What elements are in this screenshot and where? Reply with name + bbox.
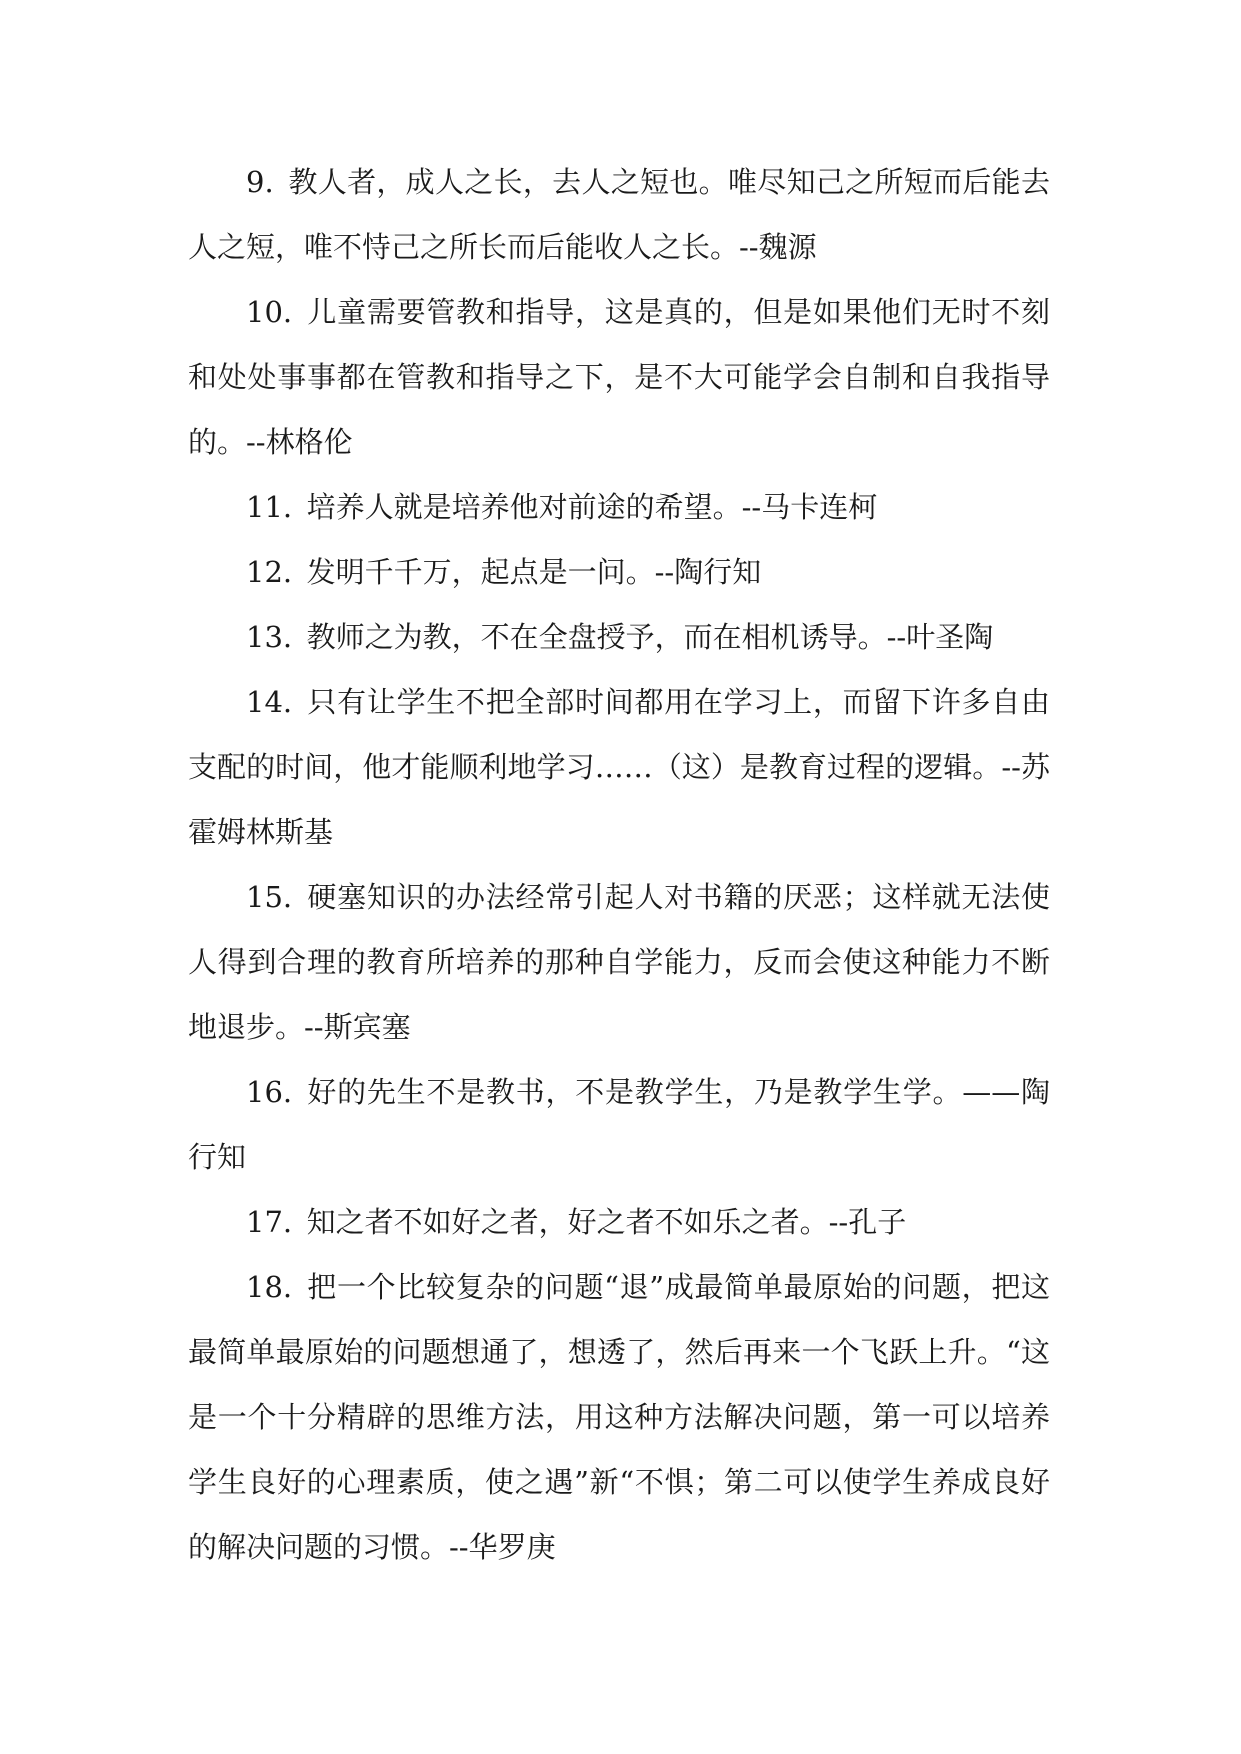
quote-item	[188, 280, 1050, 475]
quote-number: 10.	[246, 295, 293, 329]
quote-item	[188, 865, 1050, 1060]
quote-text: 教人者，成人之长，去人之短也。唯尽知己之所短而后能去人之短，唯不恃己之所长而后能收人之长。--魏源	[188, 165, 1050, 264]
quote-number: 13.	[246, 620, 293, 654]
quote-item	[188, 670, 1050, 865]
quote-item	[188, 1190, 1050, 1255]
quote-text: 培养人就是培养他对前途的希望。--马卡连柯	[306, 490, 878, 524]
quote-text: 好的先生不是教书，不是教学生，乃是教学生学。——陶行知	[188, 1075, 1050, 1174]
quote-item	[188, 540, 1050, 605]
quote-number: 14.	[246, 685, 293, 719]
quote-number: 15.	[246, 880, 293, 914]
quote-text: 只有让学生不把全部时间都用在学习上，而留下许多自由支配的时间，他才能顺利地学习……（这）是教育过程的逻辑。--苏霍姆林斯基	[188, 685, 1050, 849]
quote-number: 12.	[246, 555, 293, 589]
quote-list	[188, 150, 1050, 1580]
quote-item	[188, 150, 1050, 280]
quote-number: 18.	[246, 1270, 293, 1304]
quote-text: 知之者不如好之者，好之者不如乐之者。--孔子	[306, 1205, 907, 1239]
quote-item	[188, 1060, 1050, 1190]
quote-number: 9.	[246, 165, 274, 199]
quote-text: 把一个比较复杂的问题“退”成最简单最原始的问题，把这最简单最原始的问题想通了，想透了，然后再来一个飞跃上升。“这是一个十分精辟的思维方法，用这种方法解决问题，第一可以培养学生良好的心理素质，使之遇”新“不惧；第二可以使学生养成良好的解决问题的习惯。--华罗庚	[188, 1270, 1050, 1564]
quote-item	[188, 1255, 1050, 1580]
quote-text: 硬塞知识的办法经常引起人对书籍的厌恶；这样就无法使人得到合理的教育所培养的那种自学能力，反而会使这种能力不断地退步。--斯宾塞	[188, 880, 1050, 1044]
quote-number: 16.	[246, 1075, 293, 1109]
quote-item	[188, 475, 1050, 540]
quote-text: 发明千千万，起点是一问。--陶行知	[306, 555, 762, 589]
quote-text: 教师之为教，不在全盘授予，而在相机诱导。--叶圣陶	[306, 620, 994, 654]
quote-number: 11.	[246, 490, 293, 524]
quote-item	[188, 605, 1050, 670]
quote-number: 17.	[246, 1205, 293, 1239]
quote-text: 儿童需要管教和指导，这是真的，但是如果他们无时不刻和处处事事都在管教和指导之下，是不大可能学会自制和自我指导的。--林格伦	[188, 295, 1050, 459]
